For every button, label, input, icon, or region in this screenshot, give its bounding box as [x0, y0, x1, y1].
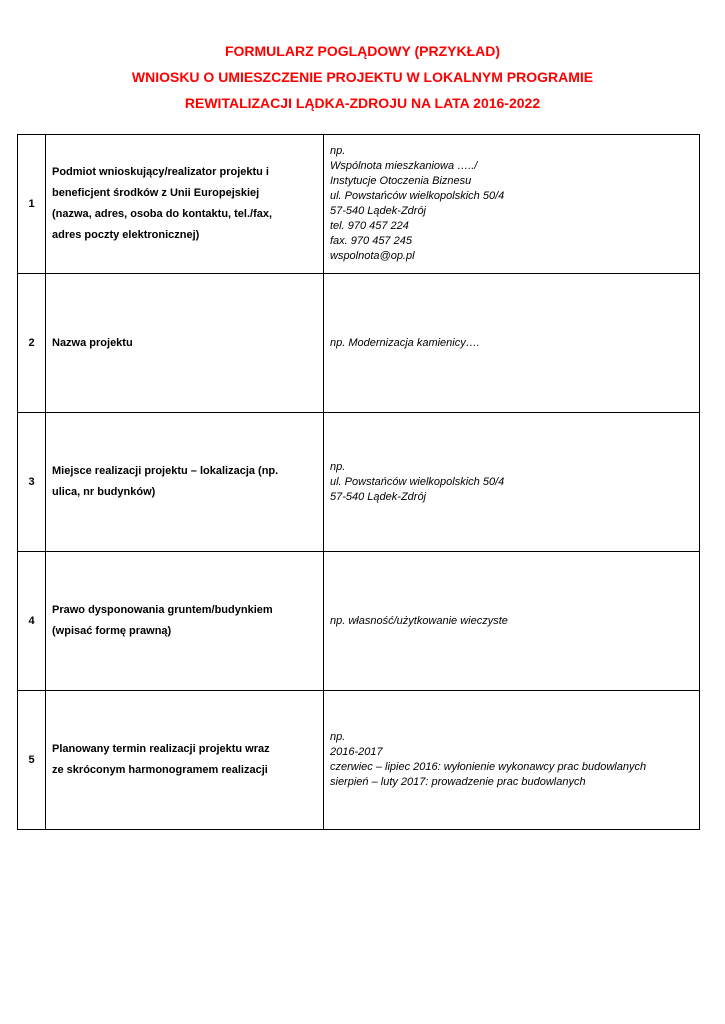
- value-line: ul. Powstańców wielkopolskich 50/4: [330, 190, 505, 202]
- row-label: [46, 274, 324, 413]
- value-line: Instytucje Otoczenia Biznesu: [330, 175, 472, 187]
- title-line-1: FORMULARZ POGLĄDOWY (PRZYKŁAD): [224, 43, 501, 59]
- form-row-4: [18, 552, 700, 691]
- form-row-5: [18, 691, 700, 830]
- application-form-table: [17, 134, 700, 830]
- value-line: Wspólnota mieszkaniowa …../: [330, 160, 478, 172]
- label-line: beneficjent środków z Unii Europejskiej: [52, 187, 260, 199]
- value-line: 57-540 Lądek-Zdrój: [330, 490, 427, 503]
- label-line: Miejsce realizacji projektu – lokalizacja (np.: [52, 465, 279, 477]
- row-example-value: [324, 691, 700, 830]
- row-number: 1: [18, 135, 46, 274]
- title-line-2: WNIOSKU O UMIESZCZENIE PROJEKTU W LOKALNYM PROGRAMIE: [131, 69, 594, 85]
- row-example-value: [324, 274, 700, 413]
- row-number: 5: [18, 691, 46, 830]
- label-line: (nazwa, adres, osoba do kontaktu, tel./fax,: [52, 208, 273, 220]
- row-number: 4: [18, 552, 46, 691]
- value-line: np. Modernizacja kamienicy….: [330, 336, 480, 349]
- value-line: np.: [330, 460, 346, 473]
- row-example-value: [324, 413, 700, 552]
- value-line: ul. Powstańców wielkopolskich 50/4: [330, 475, 505, 488]
- value-line: sierpień – luty 2017: prowadzenie prac budowlanych: [330, 776, 586, 788]
- form-row-3: [18, 413, 700, 552]
- label-line: Planowany termin realizacji projektu wraz: [52, 743, 270, 755]
- form-table-body: [18, 135, 700, 830]
- row-label: [46, 552, 324, 691]
- value-line: np.: [330, 145, 346, 157]
- value-line: 2016-2017: [330, 746, 383, 758]
- row-number: 3: [18, 413, 46, 552]
- value-line: 57-540 Lądek-Zdrój: [330, 205, 427, 217]
- value-line: np. własność/użytkowanie wieczyste: [330, 614, 508, 627]
- label-line: Nazwa projektu: [52, 336, 133, 349]
- value-line: np.: [330, 731, 346, 743]
- value-line: tel. 970 457 224: [330, 220, 409, 232]
- label-line: Prawo dysponowania gruntem/budynkiem: [52, 604, 273, 616]
- label-line: Podmiot wnioskujący/realizator projektu i: [52, 166, 269, 178]
- value-line: czerwiec – lipiec 2016: wyłonienie wykonawcy prac budowlanych: [330, 761, 647, 773]
- label-line: ze skróconym harmonogramem realizacji: [52, 764, 268, 776]
- row-example-value: [324, 552, 700, 691]
- value-line: fax. 970 457 245: [330, 235, 412, 247]
- row-label: [46, 691, 324, 830]
- document-title: [0, 38, 725, 116]
- row-example-value: [324, 135, 700, 274]
- title-line-3: REWITALIZACJI LĄDKA-ZDROJU NA LATA 2016-2022: [184, 95, 541, 111]
- row-number: 2: [18, 274, 46, 413]
- label-line: ulica, nr budynków): [52, 486, 156, 498]
- value-line: wspolnota@op.pl: [330, 250, 415, 262]
- row-label: [46, 135, 324, 274]
- form-row-1: [18, 135, 700, 274]
- form-row-2: [18, 274, 700, 413]
- label-line: (wpisać formę prawną): [52, 625, 172, 637]
- label-line: adres poczty elektronicznej): [52, 229, 200, 241]
- row-label: [46, 413, 324, 552]
